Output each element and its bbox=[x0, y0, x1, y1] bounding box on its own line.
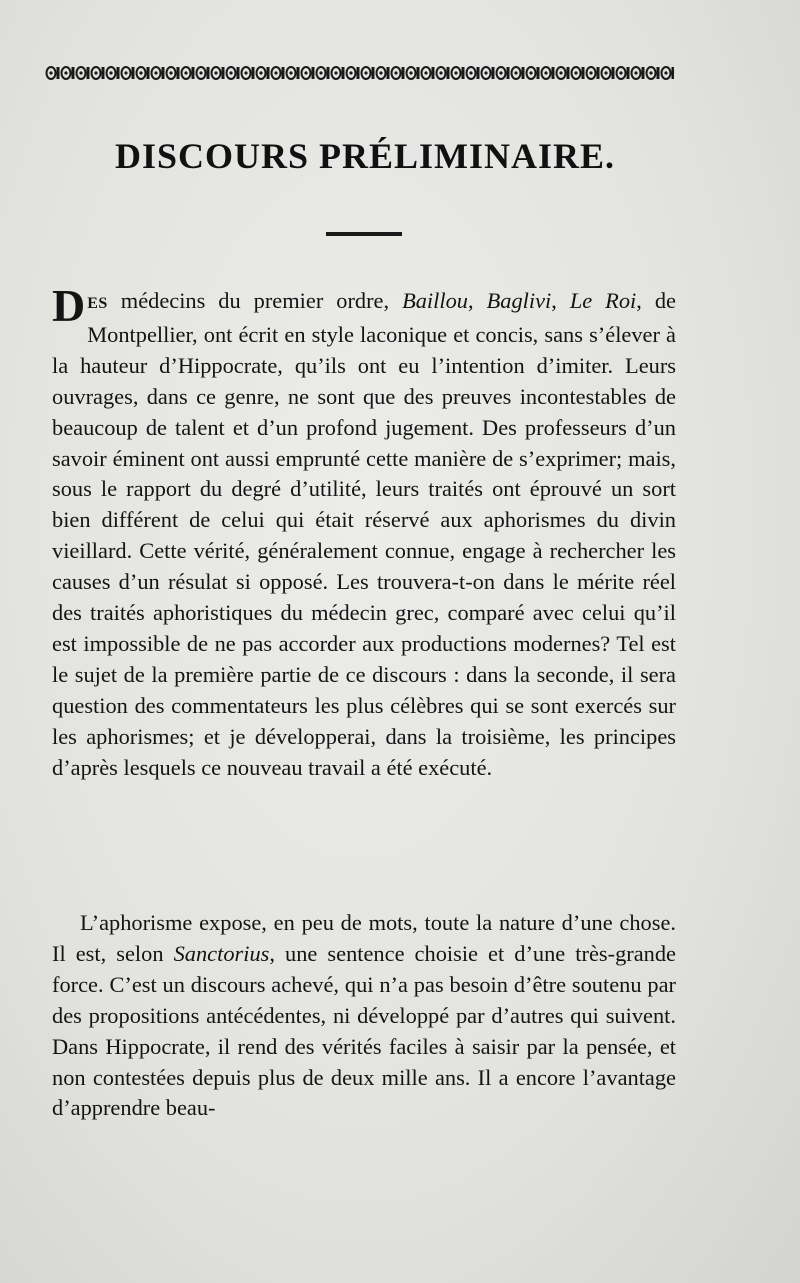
drop-cap: D bbox=[52, 280, 86, 331]
text-segment: L’aphorisme expose, en peu de mots, toute la nature d’une chose. Il est, selon bbox=[52, 910, 676, 966]
title-rule bbox=[326, 232, 402, 236]
text-segment: médecins du premier ordre, bbox=[107, 288, 403, 313]
paragraph-1 bbox=[52, 280, 676, 784]
paragraph-2 bbox=[52, 908, 676, 1124]
author-name-sanctorius: Sanctorius bbox=[173, 940, 270, 966]
text-segment: , de Montpellier, ont écrit en style laconique et concis, sans s’élever à la hauteur d’Hippocrate, qu’ils ont eu l’intention d’imiter. Leurs ouvrages, dans ce genre, ne sont que des preuves incontestables de beaucoup de talent et d’un profond jugement. Des professeurs d’un savoir éminent ont aussi emprunté cette manière de s’exprimer; mais, sous le rapport du degré d’utilité, leurs traités ont éprouvé un sort bien différent de celui qui était réservé aux aphorismes du divin vieillard. Cette vérité, généralement connue, engage à rechercher les causes d’un résulat si opposé. Les trouvera-t-on dans le mérite réel des traités aphoristiques du médecin grec, comparé avec celui qu’il est impossible de ne pas accorder aux productions modernes? Tel est le sujet de la première partie de ce discours : dans la seconde, il sera question des commentateurs les plus célèbres qui se sont exercés sur les aphorismes; et je développerai, dans la troisième, les principes d’après lesquels ce nouveau travail a été exécuté. bbox=[52, 288, 676, 780]
author-name-baglivi: Baglivi bbox=[486, 288, 552, 313]
text-segment: , une sentence choisie et d’une très-grande force. C’est un discours achevé, qui n’a pas besoin d’être soutenu par des propositions antécédentes, ni développé par d’autres qui suivent. Dans Hippocrate, il rend des vérités faciles à saisir par la pensée, et non contestées depuis plus de deux mille ans. Il a encore l’avantage d’apprendre beau- bbox=[52, 940, 676, 1121]
drop-cap-rest: ES bbox=[87, 295, 108, 312]
author-name-baillou: Baillou bbox=[402, 288, 468, 313]
text-segment: , bbox=[468, 288, 487, 313]
author-name-le-roi: Le Roi bbox=[569, 288, 637, 313]
text-segment: , bbox=[551, 288, 570, 313]
page-title: DISCOURS PRÉLIMINAIRE. bbox=[114, 136, 616, 176]
ornamental-border bbox=[42, 63, 674, 83]
